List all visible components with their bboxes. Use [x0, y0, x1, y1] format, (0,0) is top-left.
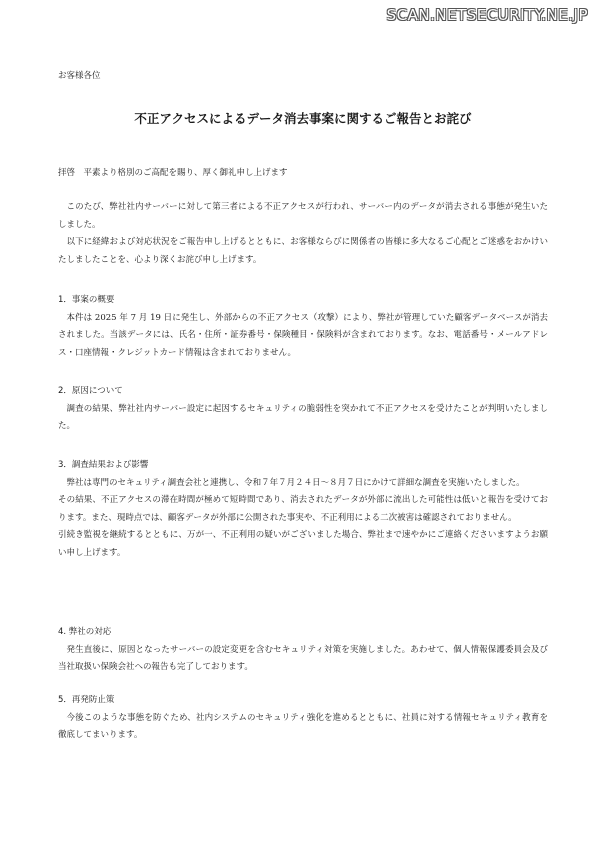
section-paragraph: 引続き監視を継続するとともに、万が一、不正利用の疑いがございました場合、弊社まで速やかにご連絡くださいますようお願い申し上げます。 — [58, 530, 548, 558]
section-heading: 3．調査結果および影響 — [58, 460, 149, 470]
section-paragraph: 本件は 2025 年 7 月 19 日に発生し、外部からの不正アクセス（攻撃）により、弊社が管理していた顧客データベースが消去されました。当該データには、氏名・住所・証券番号・保険種目・保険料が含まれております。なお、電話番号・メールアドレス・口座情報・クレジットカード情報は含まれておりません。 — [58, 312, 548, 358]
intro-paragraph: このたび、弊社社内サーバーに対して第三者による不正アクセスが行われ、サーバー内のデータが消去される事態が発生いたしました。 — [58, 202, 548, 230]
section-prevention — [58, 692, 548, 745]
section-paragraph: 弊社は専門のセキュリティ調査会社と連携し、令和７年７月２４日～８月７日にかけて詳細な調査を実施いたしました。 — [66, 477, 525, 488]
section-heading: 1．事案の概要 — [58, 295, 115, 305]
section-paragraph: 今後このような事態を防ぐため、社内システムのセキュリティ強化を進めるとともに、社員に対する情報セキュリティ教育を徹底してまいります。 — [58, 712, 548, 740]
section-heading: 2．原因について — [58, 386, 123, 396]
section-paragraph: 発生直後に、原因となったサーバーの設定変更を含むセキュリティ対策を実施しました。あわせて、個人情報保護委員会及び当社取扱い保険会社への報告も完了しております。 — [58, 644, 548, 672]
document-title: 不正アクセスによるデータ消去事案に関するご報告とお詫び — [134, 111, 472, 126]
site-watermark: SCAN.NETSECURITY.NE.JP — [386, 6, 588, 24]
section-response — [58, 624, 548, 677]
greeting: 拝啓 平素より格別のご高配を賜り、厚く御礼申し上げます — [58, 168, 288, 178]
section-investigation — [58, 457, 548, 562]
section-cause — [58, 383, 548, 436]
intro-paragraph: 以下に経緯および対応状況をご報告申し上げるとともに、お客様ならびに関係者の皆様に多大なるご心配とご迷惑をおかけいたしましたことを、心より深くお詫び申し上げます。 — [58, 237, 548, 265]
section-paragraph: 調査の結果、弊社社内サーバー設定に起因するセキュリティの脆弱性を突かれて不正アクセスを受けたことが判明いたしました。 — [58, 403, 548, 431]
section-overview — [58, 292, 548, 362]
intro-block — [58, 199, 548, 269]
section-paragraph: その結果、不正アクセスの滞在時間が極めて短時間であり、消去されたデータが外部に流出した可能性は低いと報告を受けております。また、現時点では、顧客データが外部に公開された事実や、不正利用による二次被害は確認されておりません。 — [58, 495, 548, 523]
salutation: お客様各位 — [58, 71, 101, 81]
section-heading: 5．再発防止策 — [58, 695, 115, 705]
section-heading: 4. 弊社の対応 — [58, 627, 112, 637]
